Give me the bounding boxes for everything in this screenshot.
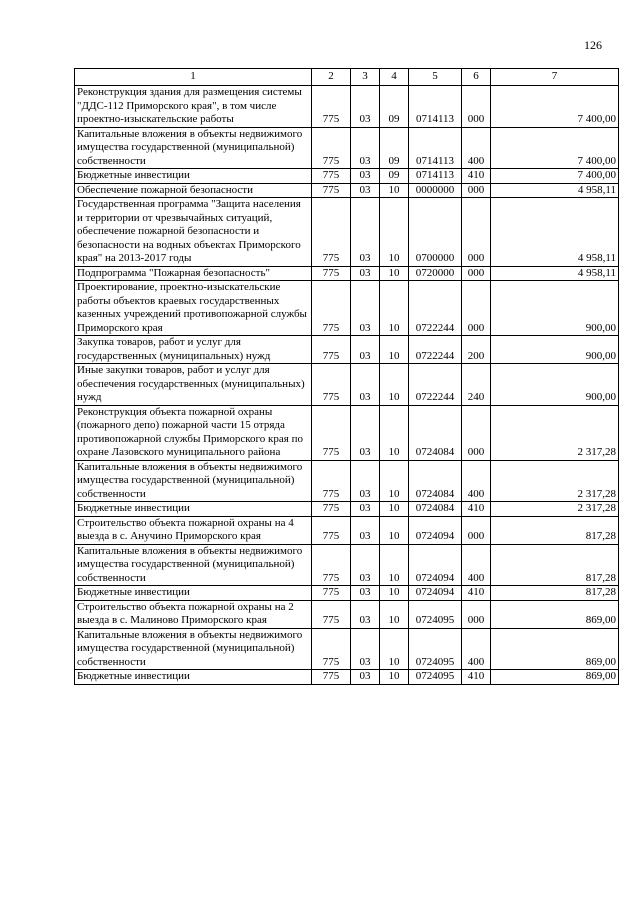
cell-col4: 10	[380, 544, 409, 586]
cell-amount: 2 317,28	[491, 405, 619, 460]
cell-description: Иные закупки товаров, работ и услуг для обеспечения государственных (муниципальных) нужд	[75, 364, 312, 406]
cell-amount: 4 958,11	[491, 198, 619, 267]
cell-col4: 10	[380, 183, 409, 198]
cell-col2: 775	[312, 183, 351, 198]
cell-col3: 03	[351, 600, 380, 628]
cell-col3: 03	[351, 169, 380, 184]
budget-table	[74, 68, 619, 685]
cell-description: Бюджетные инвестиции	[75, 502, 312, 517]
header-cell: 3	[351, 69, 380, 86]
cell-col3: 03	[351, 127, 380, 169]
cell-col3: 03	[351, 586, 380, 601]
table-row	[75, 502, 619, 517]
cell-col4: 09	[380, 86, 409, 128]
cell-col6: 000	[462, 281, 491, 336]
cell-col3: 03	[351, 266, 380, 281]
cell-description: Закупка товаров, работ и услуг для государственных (муниципальных) нужд	[75, 336, 312, 364]
cell-col6: 400	[462, 544, 491, 586]
cell-amount: 7 400,00	[491, 169, 619, 184]
cell-col6: 410	[462, 670, 491, 685]
cell-col5: 0724095	[409, 670, 462, 685]
cell-amount: 869,00	[491, 628, 619, 670]
cell-col2: 775	[312, 281, 351, 336]
table-row	[75, 266, 619, 281]
cell-col3: 03	[351, 670, 380, 685]
table-row	[75, 516, 619, 544]
cell-col5: 0714113	[409, 127, 462, 169]
cell-col5: 0724094	[409, 516, 462, 544]
cell-col4: 10	[380, 198, 409, 267]
cell-amount: 7 400,00	[491, 86, 619, 128]
cell-col6: 410	[462, 169, 491, 184]
cell-col5: 0724094	[409, 586, 462, 601]
cell-col4: 10	[380, 336, 409, 364]
table-row	[75, 405, 619, 460]
cell-col5: 0722244	[409, 281, 462, 336]
header-cell: 6	[462, 69, 491, 86]
cell-col6: 000	[462, 198, 491, 267]
cell-col4: 10	[380, 516, 409, 544]
cell-col4: 10	[380, 502, 409, 517]
cell-description: Бюджетные инвестиции	[75, 670, 312, 685]
cell-col6: 200	[462, 336, 491, 364]
cell-description: Подпрограмма "Пожарная безопасность"	[75, 266, 312, 281]
cell-col4: 10	[380, 586, 409, 601]
cell-col4: 09	[380, 169, 409, 184]
cell-col5: 0724084	[409, 460, 462, 502]
header-cell: 1	[75, 69, 312, 86]
cell-col2: 775	[312, 266, 351, 281]
cell-col6: 000	[462, 183, 491, 198]
cell-amount: 2 317,28	[491, 460, 619, 502]
cell-col3: 03	[351, 336, 380, 364]
cell-col5: 0724094	[409, 544, 462, 586]
table-row	[75, 628, 619, 670]
header-cell: 4	[380, 69, 409, 86]
cell-col6: 000	[462, 405, 491, 460]
cell-col3: 03	[351, 183, 380, 198]
header-row	[75, 69, 619, 86]
cell-col5: 0724095	[409, 628, 462, 670]
cell-col3: 03	[351, 281, 380, 336]
cell-col6: 400	[462, 127, 491, 169]
cell-description: Проектирование, проектно-изыскательские работы объектов краевых государственных казенных учреждений противопожарной службы Приморского края	[75, 281, 312, 336]
cell-col4: 10	[380, 266, 409, 281]
cell-col6: 410	[462, 586, 491, 601]
cell-col3: 03	[351, 198, 380, 267]
table-row	[75, 364, 619, 406]
cell-col2: 775	[312, 405, 351, 460]
cell-col6: 410	[462, 502, 491, 517]
cell-description: Строительство объекта пожарной охраны на 2 выезда в с. Малиново Приморского края	[75, 600, 312, 628]
table-row	[75, 586, 619, 601]
header-cell: 5	[409, 69, 462, 86]
cell-col5: 0722244	[409, 336, 462, 364]
cell-description: Капитальные вложения в объекты недвижимого имущества государственной (муниципальной) собственности	[75, 460, 312, 502]
cell-amount: 817,28	[491, 586, 619, 601]
cell-amount: 4 958,11	[491, 183, 619, 198]
table-row	[75, 127, 619, 169]
cell-col3: 03	[351, 460, 380, 502]
cell-col6: 000	[462, 516, 491, 544]
cell-col2: 775	[312, 336, 351, 364]
table-row	[75, 198, 619, 267]
cell-col4: 10	[380, 600, 409, 628]
cell-amount: 900,00	[491, 364, 619, 406]
cell-col5: 0000000	[409, 183, 462, 198]
cell-col2: 775	[312, 86, 351, 128]
cell-description: Капитальные вложения в объекты недвижимого имущества государственной (муниципальной) собственности	[75, 544, 312, 586]
cell-col3: 03	[351, 86, 380, 128]
cell-col4: 10	[380, 364, 409, 406]
cell-col6: 000	[462, 600, 491, 628]
cell-col2: 775	[312, 169, 351, 184]
cell-description: Бюджетные инвестиции	[75, 586, 312, 601]
table-row	[75, 336, 619, 364]
cell-description: Государственная программа "Защита населения и территории от чрезвычайных ситуаций, обеспечение пожарной безопасности и безопасности на водных объектах Приморского края" на 2013-2017 годы	[75, 198, 312, 267]
cell-amount: 817,28	[491, 516, 619, 544]
cell-col5: 0720000	[409, 266, 462, 281]
cell-description: Строительство объекта пожарной охраны на 4 выезда в с. Анучино Приморского края	[75, 516, 312, 544]
cell-col5: 0714113	[409, 86, 462, 128]
cell-col5: 0724084	[409, 502, 462, 517]
cell-col2: 775	[312, 544, 351, 586]
cell-col4: 09	[380, 127, 409, 169]
cell-col2: 775	[312, 586, 351, 601]
table-row	[75, 544, 619, 586]
cell-col5: 0700000	[409, 198, 462, 267]
cell-col3: 03	[351, 405, 380, 460]
cell-col5: 0714113	[409, 169, 462, 184]
table-row	[75, 169, 619, 184]
cell-col5: 0724084	[409, 405, 462, 460]
cell-col2: 775	[312, 516, 351, 544]
table-row	[75, 183, 619, 198]
cell-col4: 10	[380, 670, 409, 685]
cell-description: Обеспечение пожарной безопасности	[75, 183, 312, 198]
cell-col6: 240	[462, 364, 491, 406]
cell-description: Реконструкция здания для размещения системы "ДДС-112 Приморского края", в том числе проектно-изыскательские работы	[75, 86, 312, 128]
cell-col6: 400	[462, 460, 491, 502]
cell-col2: 775	[312, 600, 351, 628]
table-row	[75, 281, 619, 336]
cell-col4: 10	[380, 281, 409, 336]
cell-col5: 0724095	[409, 600, 462, 628]
cell-amount: 900,00	[491, 336, 619, 364]
cell-amount: 2 317,28	[491, 502, 619, 517]
cell-amount: 7 400,00	[491, 127, 619, 169]
cell-amount: 869,00	[491, 670, 619, 685]
cell-col2: 775	[312, 364, 351, 406]
cell-description: Реконструкция объекта пожарной охраны (пожарного депо) пожарной части 15 отряда противопожарной службы Приморского края по охране Лазовского муниципального района	[75, 405, 312, 460]
cell-col5: 0722244	[409, 364, 462, 406]
page-number: 126	[584, 38, 602, 52]
cell-col3: 03	[351, 544, 380, 586]
header-cell: 7	[491, 69, 619, 86]
cell-col6: 000	[462, 86, 491, 128]
cell-col6: 400	[462, 628, 491, 670]
table-row	[75, 670, 619, 685]
cell-description: Капитальные вложения в объекты недвижимого имущества государственной (муниципальной) собственности	[75, 628, 312, 670]
cell-col6: 000	[462, 266, 491, 281]
cell-col3: 03	[351, 516, 380, 544]
cell-col2: 775	[312, 628, 351, 670]
cell-col2: 775	[312, 198, 351, 267]
cell-description: Бюджетные инвестиции	[75, 169, 312, 184]
cell-col2: 775	[312, 127, 351, 169]
cell-col3: 03	[351, 628, 380, 670]
cell-col3: 03	[351, 502, 380, 517]
cell-col4: 10	[380, 460, 409, 502]
cell-col2: 775	[312, 502, 351, 517]
cell-col2: 775	[312, 460, 351, 502]
cell-amount: 817,28	[491, 544, 619, 586]
table-row	[75, 86, 619, 128]
cell-amount: 4 958,11	[491, 266, 619, 281]
cell-col4: 10	[380, 628, 409, 670]
header-cell: 2	[312, 69, 351, 86]
cell-col4: 10	[380, 405, 409, 460]
table-row	[75, 600, 619, 628]
cell-col2: 775	[312, 670, 351, 685]
cell-amount: 900,00	[491, 281, 619, 336]
table-row	[75, 460, 619, 502]
cell-description: Капитальные вложения в объекты недвижимого имущества государственной (муниципальной) собственности	[75, 127, 312, 169]
cell-amount: 869,00	[491, 600, 619, 628]
cell-col3: 03	[351, 364, 380, 406]
